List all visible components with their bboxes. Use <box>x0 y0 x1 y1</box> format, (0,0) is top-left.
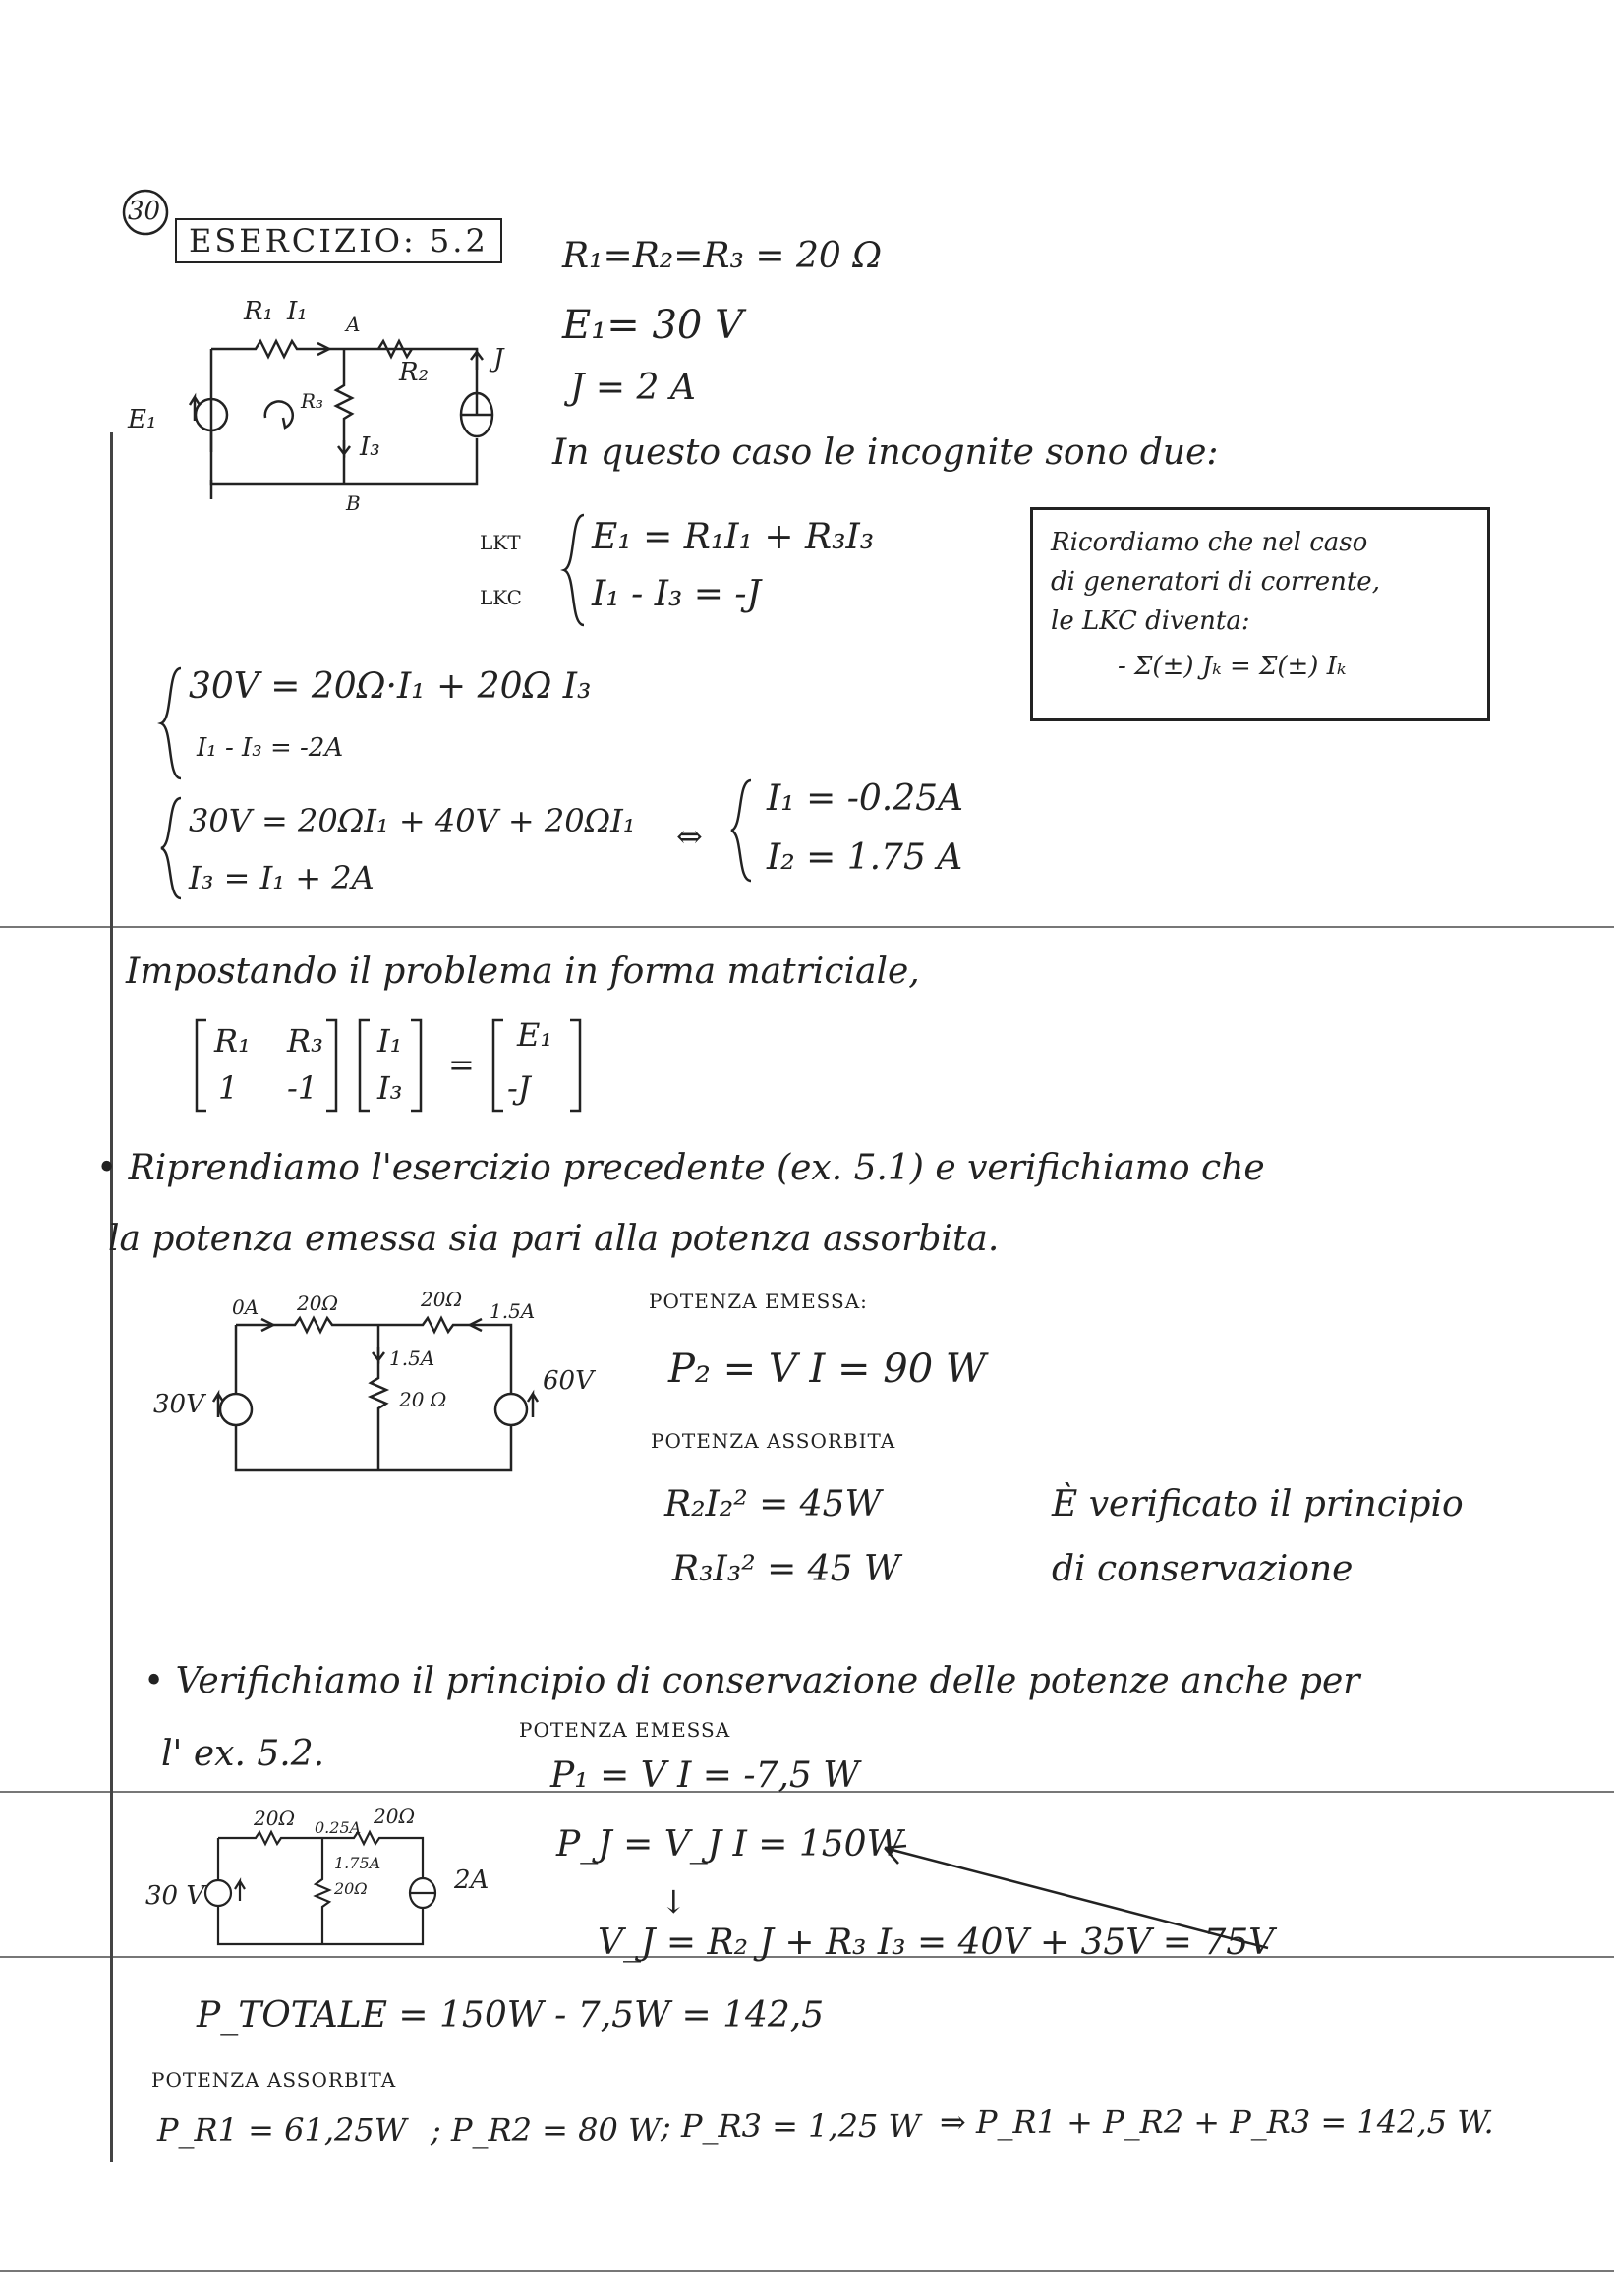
power-52-vj: V_J = R₂ J + R₃ I₃ = 40V + 35V = 75V <box>598 1923 1275 1963</box>
power-51-conclusion-2: di conservazione <box>1052 1549 1354 1589</box>
power-51-absorbed-label: POTENZA ASSORBITA <box>651 1429 896 1453</box>
resume-sentence-line-1: • Riprendiamo l'esercizio precedente (ex. 5.1) e verifichiamo che <box>96 1148 1265 1188</box>
circuit-2-i-right: 1.5A <box>490 1299 536 1323</box>
given-emf: E₁= 30 V <box>562 303 743 348</box>
system-3-eq1: 30V = 20ΩI₁ + 40V + 20ΩI₁ <box>189 802 636 839</box>
system-3-eq2: I₃ = I₁ + 2A <box>189 859 375 896</box>
brace-system-3 <box>157 794 187 902</box>
brace-system-3-result <box>727 776 757 885</box>
verify-52-line-1: • Verifichiamo il principio di conservazione delle potenze anche per <box>144 1661 1360 1701</box>
circuit-2-r2: 20Ω <box>421 1288 463 1311</box>
lkc-label: LKC <box>480 586 522 609</box>
matrix-v1: I₁ <box>377 1022 403 1060</box>
power-51-absorbed-2: R₃I₃² = 45 W <box>672 1549 900 1589</box>
lkt-label: LKT <box>480 531 521 554</box>
system-3-result-2: I₂ = 1.75 A <box>767 837 963 878</box>
circuit-3-r1: 20Ω <box>254 1807 296 1830</box>
circuit-1-node-b: B <box>346 491 361 515</box>
brace-system-2 <box>157 664 187 782</box>
circuit-1-j-label: J <box>493 344 504 373</box>
power-51-emitted-label: POTENZA EMESSA: <box>649 1290 868 1313</box>
circuit-1-r2-label: R₂ <box>399 358 429 387</box>
given-resistors: R₁=R₂=R₃ = 20 Ω <box>562 236 883 276</box>
circuit-1-e1-label: E₁ <box>128 405 157 434</box>
margin-line <box>110 432 113 2162</box>
power-52-pr2: ; P_R2 = 80 W <box>431 2111 661 2149</box>
system-2-eq2: I₁ - I₃ = -2A <box>197 733 344 763</box>
system-3-arrow: ⇔ <box>676 818 703 855</box>
system-1-eq1: E₁ = R₁I₁ + R₃I₃ <box>592 517 875 557</box>
reminder-line-2: di generatori di corrente, <box>1051 567 1380 597</box>
matrix-m12: R₃ <box>287 1022 323 1060</box>
circuit-3-j: 2A <box>454 1866 490 1895</box>
matrix-v2: I₃ <box>377 1069 403 1107</box>
ruled-line <box>0 2270 1614 2272</box>
circuit-1-i1-label: I₁ <box>287 297 308 326</box>
circuit-1-r3-label: R₃ <box>301 389 324 413</box>
reminder-formula: - Σ(±) Jₖ = Σ(±) Iₖ <box>1118 652 1347 681</box>
circuit-2-i-mid: 1.5A <box>389 1347 435 1370</box>
power-52-pr1: P_R1 = 61,25W <box>157 2111 407 2149</box>
power-52-pr3: ; P_R3 = 1,25 W <box>661 2107 921 2145</box>
power-51-conclusion-1: È verificato il principio <box>1052 1484 1464 1524</box>
power-51-absorbed-1: R₂I₂² = 45W <box>664 1484 882 1524</box>
circuit-2-v-right: 60V <box>543 1366 594 1396</box>
matrix-m21: 1 <box>218 1069 239 1107</box>
power-52-pj: P_J = V_J I = 150W <box>556 1824 903 1865</box>
circuit-3-i-top: 0.25A <box>315 1818 362 1837</box>
reminder-line-3: le LKC diventa: <box>1051 606 1250 636</box>
circuit-1-r1-label: R₁ <box>244 297 273 326</box>
resume-sentence-line-2: la potenza emessa sia pari alla potenza assorbita. <box>108 1219 1000 1259</box>
system-3-result-1: I₁ = -0.25A <box>767 778 964 819</box>
circuit-3-v-left: 30 V <box>145 1881 205 1911</box>
exercise-title: ESERCIZIO: 5.2 <box>175 218 502 263</box>
verify-52-p1: P₁ = V I = -7,5 W <box>550 1755 860 1796</box>
power-51-emitted: P₂ = V I = 90 W <box>668 1347 986 1392</box>
circuit-1-i3-label: I₃ <box>360 432 380 462</box>
reminder-line-1: Ricordiamo che nel caso <box>1051 528 1368 557</box>
circuit-3-i-mid: 1.75A <box>334 1854 381 1872</box>
matrix-m22: -1 <box>287 1069 318 1107</box>
power-52-down-arrow: ↓ <box>661 1883 687 1921</box>
power-52-total: P_TOTALE = 150W - 7,5W = 142,5 <box>197 1995 825 2036</box>
matrix-m11: R₁ <box>214 1022 251 1060</box>
circuit-1-node-a: A <box>346 313 361 336</box>
circuit-3-r2: 20Ω <box>374 1805 416 1828</box>
circuit-2-r1: 20Ω <box>297 1292 339 1315</box>
matrix-b1: E₁ <box>517 1016 553 1054</box>
circuit-2-i0: 0A <box>232 1295 259 1319</box>
given-current-source: J = 2 A <box>570 368 696 408</box>
matrix-equals: = <box>448 1046 475 1083</box>
circuit-3-r3: 20Ω <box>334 1879 368 1898</box>
reminder-box <box>1030 507 1490 721</box>
page-number: 30 <box>128 197 161 226</box>
verify-52-emitted-label: POTENZA EMESSA <box>519 1718 731 1742</box>
circuit-2-r3: 20 Ω <box>399 1388 447 1411</box>
system-1-eq2: I₁ - I₃ = -J <box>592 574 762 614</box>
circuit-1-diagram <box>118 295 511 531</box>
circuit-2-v-left: 30V <box>153 1390 204 1419</box>
power-52-absorbed-label: POTENZA ASSORBITA <box>151 2068 397 2092</box>
matrix-b2: -J <box>507 1069 531 1107</box>
brace-system-1 <box>560 511 590 629</box>
matrix-sentence: Impostando il problema in forma matriciale, <box>126 951 920 992</box>
system-2-eq1: 30V = 20Ω·I₁ + 20Ω I₃ <box>189 666 592 707</box>
power-52-sum: ⇒ P_R1 + P_R2 + P_R3 = 142,5 W. <box>940 2103 1494 2141</box>
verify-52-line-2: l' ex. 5.2. <box>161 1734 325 1774</box>
intro-sentence: In questo caso le incognite sono due: <box>552 432 1219 473</box>
ruled-line <box>0 926 1614 928</box>
